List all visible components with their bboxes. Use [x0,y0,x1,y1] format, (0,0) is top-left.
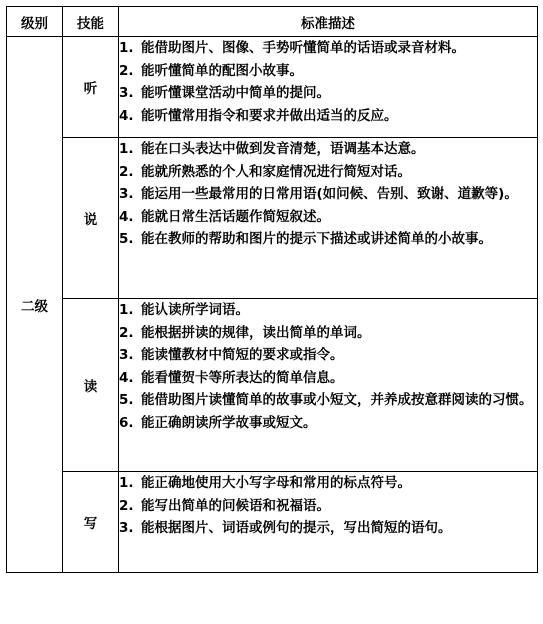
description-writing [119,472,538,573]
list-item: 6. 能正确朗读所学故事或短文。 [119,414,317,431]
header-skill: 技能 [63,7,119,37]
list-item: 4. 能听懂常用指令和要求并做出适当的反应。 [119,107,398,124]
curriculum-standards-table [6,6,538,573]
list-item: 2. 能就所熟悉的个人和家庭情况进行简短对话。 [119,163,411,180]
header-level: 级别 [7,7,63,37]
skill-speaking: 说 [63,138,119,299]
list-item: 5. 能借助图片读懂简单的故事或小短文，并养成按意群阅读的习惯。 [119,392,533,408]
list-item: 3. 能读懂教材中简短的要求或指令。 [119,347,344,363]
list-item: 2. 能听懂简单的配图小故事。 [119,62,303,79]
skill-row-writing [7,472,538,573]
header-row [7,7,538,37]
list-item: 4. 能看懂贺卡等所表达的简单信息。 [119,369,344,386]
list-item: 3. 能根据图片、词语或例句的提示，写出简短的语句。 [119,520,452,536]
skill-listening: 听 [63,37,119,138]
list-item: 1. 能在口头表达中做到发音清楚，语调基本达意。 [119,141,425,157]
list-item: 2. 能写出简单的问候语和祝福语。 [119,497,330,514]
list-item: 5. 能在教师的帮助和图片的提示下描述或讲述简单的小故事。 [119,231,492,247]
description-speaking [119,138,538,299]
skill-row-listening [7,37,538,138]
list-item: 1. 能正确地使用大小写字母和常用的标点符号。 [119,475,411,491]
level-cell: 二级 [7,37,63,573]
description-reading [119,299,538,472]
description-listening [119,37,538,138]
list-item: 1. 能认读所学词语。 [119,302,249,318]
skill-writing: 写 [63,472,119,573]
list-item: 3. 能听懂课堂活动中简单的提问。 [119,85,330,101]
skill-row-reading [7,299,538,472]
list-item: 3. 能运用一些最常用的日常用语(如问候、告别、致谢、道歉等)。 [119,186,518,202]
list-item: 1. 能借助图片、图像、手势听懂简单的话语或录音材料。 [119,40,465,56]
header-description: 标准描述 [119,7,538,37]
list-item: 2. 能根据拼读的规律，读出简单的单词。 [119,324,371,341]
list-item: 4. 能就日常生活话题作简短叙述。 [119,208,330,225]
skill-row-speaking [7,138,538,299]
skill-reading: 读 [63,299,119,472]
